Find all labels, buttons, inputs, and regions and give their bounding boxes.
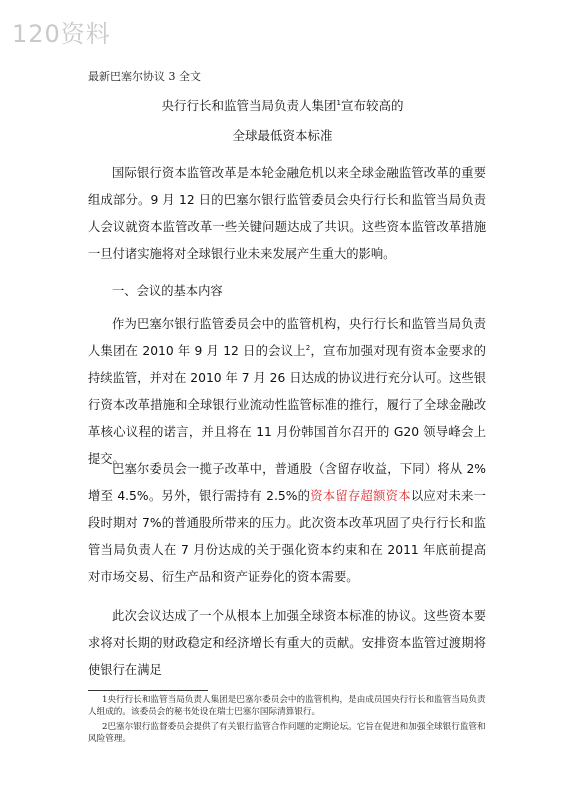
paragraph-text: 作为巴塞尔银行监管委员会中的监管机构，央行行长和监管当局负责人集团在 2010 年 9 月 12 日的会议上 bbox=[88, 317, 486, 358]
document-title-line-1 bbox=[0, 96, 565, 114]
paragraph-capital bbox=[88, 456, 486, 591]
title-text-cont: 宣布较高的 bbox=[340, 98, 404, 113]
watermark-logo: 120资料 bbox=[12, 20, 111, 48]
section-heading: 一、会议的基本内容 bbox=[112, 284, 223, 298]
paragraph-text-cont: ，宣布加强对现有资本金要求的持续监管，并对在 2010 年 7 月 26 日达成的协议进行充分认可。这些银行资本改革措施和全球银行业流动性监管标准的推行，履行了全球金融改革核心议程的诺言，并且将在 11 月份韩国首尔召开的 G20 领导峰会上提交。 bbox=[88, 344, 486, 466]
paragraph-text-cont: 以应对未来一段时期对 7%的普通股所带来的压力。此次资本改革巩固了央行行长和监管当局负责人在 7 月份达成的关于强化资本约束和在 2011 年底前提高对市场交易、衍生产品和资产证券化的资本需要。 bbox=[88, 489, 486, 584]
footnote-divider bbox=[88, 690, 208, 691]
footnote-2: 2巴塞尔银行监督委员会提供了有关银行监管合作问题的定期论坛。它旨在促进和加强全球银行监管和风险管理。 bbox=[88, 722, 486, 744]
paragraph-text: 巴塞尔委员会一揽子改革中，普通股（含留存收益，下同）将从 2%增至 4.5%。另外，银行需持有 2.5%的 bbox=[88, 462, 486, 503]
highlighted-term: 资本留存超额资本 bbox=[310, 489, 411, 503]
paragraph-agreement: 此次会议达成了一个从根本上加强全球资本标准的协议。这些资本要求将对长期的财政稳定和经济增长有重大的贡献。安排资本监管过渡期将使银行在满足 bbox=[88, 609, 486, 677]
title-text: 央行行长和监管当局负责人集团 bbox=[161, 98, 337, 113]
paragraph-meeting bbox=[88, 311, 486, 473]
footnote-marker-2: 2 bbox=[305, 343, 311, 352]
document-label: 最新巴塞尔协议 3 全文 bbox=[88, 70, 201, 83]
document-title-line-2: 全球最低资本标准 bbox=[232, 128, 333, 143]
paragraph-intro: 国际银行资本监管改革是本轮金融危机以来全球金融监管改革的重要组成部分。9 月 12 日的巴塞尔银行监管委员会央行行长和监管当局负责人会议就资本监管改革一些关键问题达成了共识。这些资本监管改革措施一旦付诸实施将对全球银行业未来发展产生重大的影响。 bbox=[88, 166, 486, 261]
footnote-1: 1央行行长和监管当局负责人集团是巴塞尔委员会中的监管机构，是由成员国央行行长和监管当局负责人组成的。该委员会的秘书处设在瑞士巴塞尔国际清算银行。 bbox=[88, 695, 486, 717]
footnote-marker-1: 1 bbox=[336, 98, 341, 107]
